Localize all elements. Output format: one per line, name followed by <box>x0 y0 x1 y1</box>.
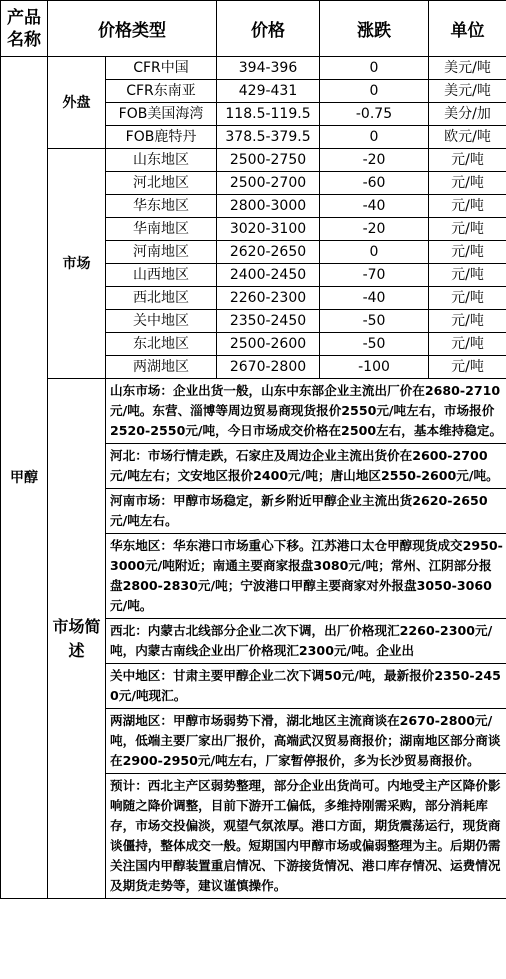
group-market-label: 市场 <box>48 149 106 379</box>
price-change: 0 <box>320 241 429 264</box>
table-row <box>1 149 506 172</box>
price-value: 2500-2600 <box>217 333 320 356</box>
price-value: 2800-3000 <box>217 195 320 218</box>
price-value: 118.5-119.5 <box>217 103 320 126</box>
price-type: 华南地区 <box>106 218 217 241</box>
price-value: 378.5-379.5 <box>217 126 320 149</box>
price-change: -0.75 <box>320 103 429 126</box>
group-commentary-label: 市场简 述 <box>48 379 106 899</box>
price-change: -70 <box>320 264 429 287</box>
price-type: 山东地区 <box>106 149 217 172</box>
price-type: 东北地区 <box>106 333 217 356</box>
price-change: -50 <box>320 333 429 356</box>
price-type: 西北地区 <box>106 287 217 310</box>
price-change: -20 <box>320 149 429 172</box>
price-change: -60 <box>320 172 429 195</box>
price-value: 2260-2300 <box>217 287 320 310</box>
price-change: -40 <box>320 195 429 218</box>
header-type: 价格类型 <box>48 1 217 57</box>
price-unit: 元/吨 <box>429 310 506 333</box>
price-change: 0 <box>320 80 429 103</box>
price-type: 山西地区 <box>106 264 217 287</box>
product-name-cell: 甲醇 <box>1 57 48 899</box>
price-value: 2500-2700 <box>217 172 320 195</box>
price-unit: 元/吨 <box>429 218 506 241</box>
header-product: 产品 名称 <box>1 1 48 57</box>
table-header-row <box>1 1 506 57</box>
price-value: 429-431 <box>217 80 320 103</box>
price-change: -100 <box>320 356 429 379</box>
commentary-paragraph: 关中地区：甘肃主要甲醇企业二次下调50元/吨，最新报价2350-2450元/吨现汇。 <box>106 664 506 709</box>
price-type: 河北地区 <box>106 172 217 195</box>
group-external-label: 外盘 <box>48 57 106 149</box>
price-change: -20 <box>320 218 429 241</box>
price-value: 2500-2750 <box>217 149 320 172</box>
price-unit: 元/吨 <box>429 264 506 287</box>
commentary-paragraph: 河南市场：甲醇市场稳定，新乡附近甲醇企业主流出货2620-2650元/吨左右。 <box>106 489 506 534</box>
header-change: 涨跌 <box>320 1 429 57</box>
price-unit: 元/吨 <box>429 195 506 218</box>
price-unit: 元/吨 <box>429 333 506 356</box>
price-unit: 元/吨 <box>429 287 506 310</box>
price-unit: 欧元/吨 <box>429 126 506 149</box>
header-unit: 单位 <box>429 1 506 57</box>
price-type: CFR东南亚 <box>106 80 217 103</box>
price-type: 河南地区 <box>106 241 217 264</box>
price-value: 3020-3100 <box>217 218 320 241</box>
price-unit: 元/吨 <box>429 172 506 195</box>
commentary-row <box>1 379 506 444</box>
commentary-paragraph: 西北：内蒙古北线部分企业二次下调，出厂价格现汇2260-2300元/吨，内蒙古南线企业出厂价格现汇2300元/吨。企业出 <box>106 619 506 664</box>
price-type: CFR中国 <box>106 57 217 80</box>
price-value: 2670-2800 <box>217 356 320 379</box>
table-row <box>1 57 506 80</box>
price-change: -40 <box>320 287 429 310</box>
commentary-paragraph: 华东地区：华东港口市场重心下移。江苏港口太仓甲醇现货成交2950-3000元/吨附近；南通主要商家报盘3080元/吨；常州、江阴部分报盘2800-2830元/吨；宁波港口甲醇主要商家对外报盘3050-3060元/吨。 <box>106 534 506 619</box>
price-type: 关中地区 <box>106 310 217 333</box>
price-unit: 美元/吨 <box>429 57 506 80</box>
price-type: 华东地区 <box>106 195 217 218</box>
price-type: 两湖地区 <box>106 356 217 379</box>
price-unit: 美元/吨 <box>429 80 506 103</box>
price-value: 2400-2450 <box>217 264 320 287</box>
commentary-paragraph: 两湖地区：甲醇市场弱势下滑，湖北地区主流商谈在2670-2800元/吨，低端主要厂家出厂报价，高端武汉贸易商报价；湖南地区部分商谈在2900-2950元/吨左右，厂家暂停报价，多为长沙贸易商报价。 <box>106 709 506 774</box>
price-change: -50 <box>320 310 429 333</box>
commentary-paragraph: 河北：市场行情走跌，石家庄及周边企业主流出货价在2600-2700元/吨左右；文安地区报价2400元/吨；唐山地区2550-2600元/吨。 <box>106 444 506 489</box>
price-type: FOB鹿特丹 <box>106 126 217 149</box>
header-price: 价格 <box>217 1 320 57</box>
price-change: 0 <box>320 126 429 149</box>
price-unit: 元/吨 <box>429 241 506 264</box>
price-value: 2350-2450 <box>217 310 320 333</box>
price-unit: 元/吨 <box>429 149 506 172</box>
commentary-paragraph: 预计：西北主产区弱势整理，部分企业出货尚可。内地受主产区降价影响随之降价调整，目前下游开工偏低，多维持刚需采购，部分消耗库存，市场交投偏淡，观望气氛浓厚。港口方面，期货震荡运行，现货商谈僵持，整体成交一般。短期国内甲醇市场或偏弱整理为主。后期仍需关注国内甲醇装置重启情况、下游接货情况、港口库存情况、运费情况及期货走势等，建议谨慎操作。 <box>106 774 506 899</box>
price-value: 2620-2650 <box>217 241 320 264</box>
price-type: FOB美国海湾 <box>106 103 217 126</box>
price-value: 394-396 <box>217 57 320 80</box>
price-change: 0 <box>320 57 429 80</box>
commentary-paragraph: 山东市场：企业出货一般，山东中东部企业主流出厂价在2680-2710元/吨。东营、淄博等周边贸易商现货报价2550元/吨左右，市场报价2520-2550元/吨，今日市场成交价格在2500左右，基本维持稳定。 <box>106 379 506 444</box>
price-unit: 美分/加 <box>429 103 506 126</box>
price-unit: 元/吨 <box>429 356 506 379</box>
